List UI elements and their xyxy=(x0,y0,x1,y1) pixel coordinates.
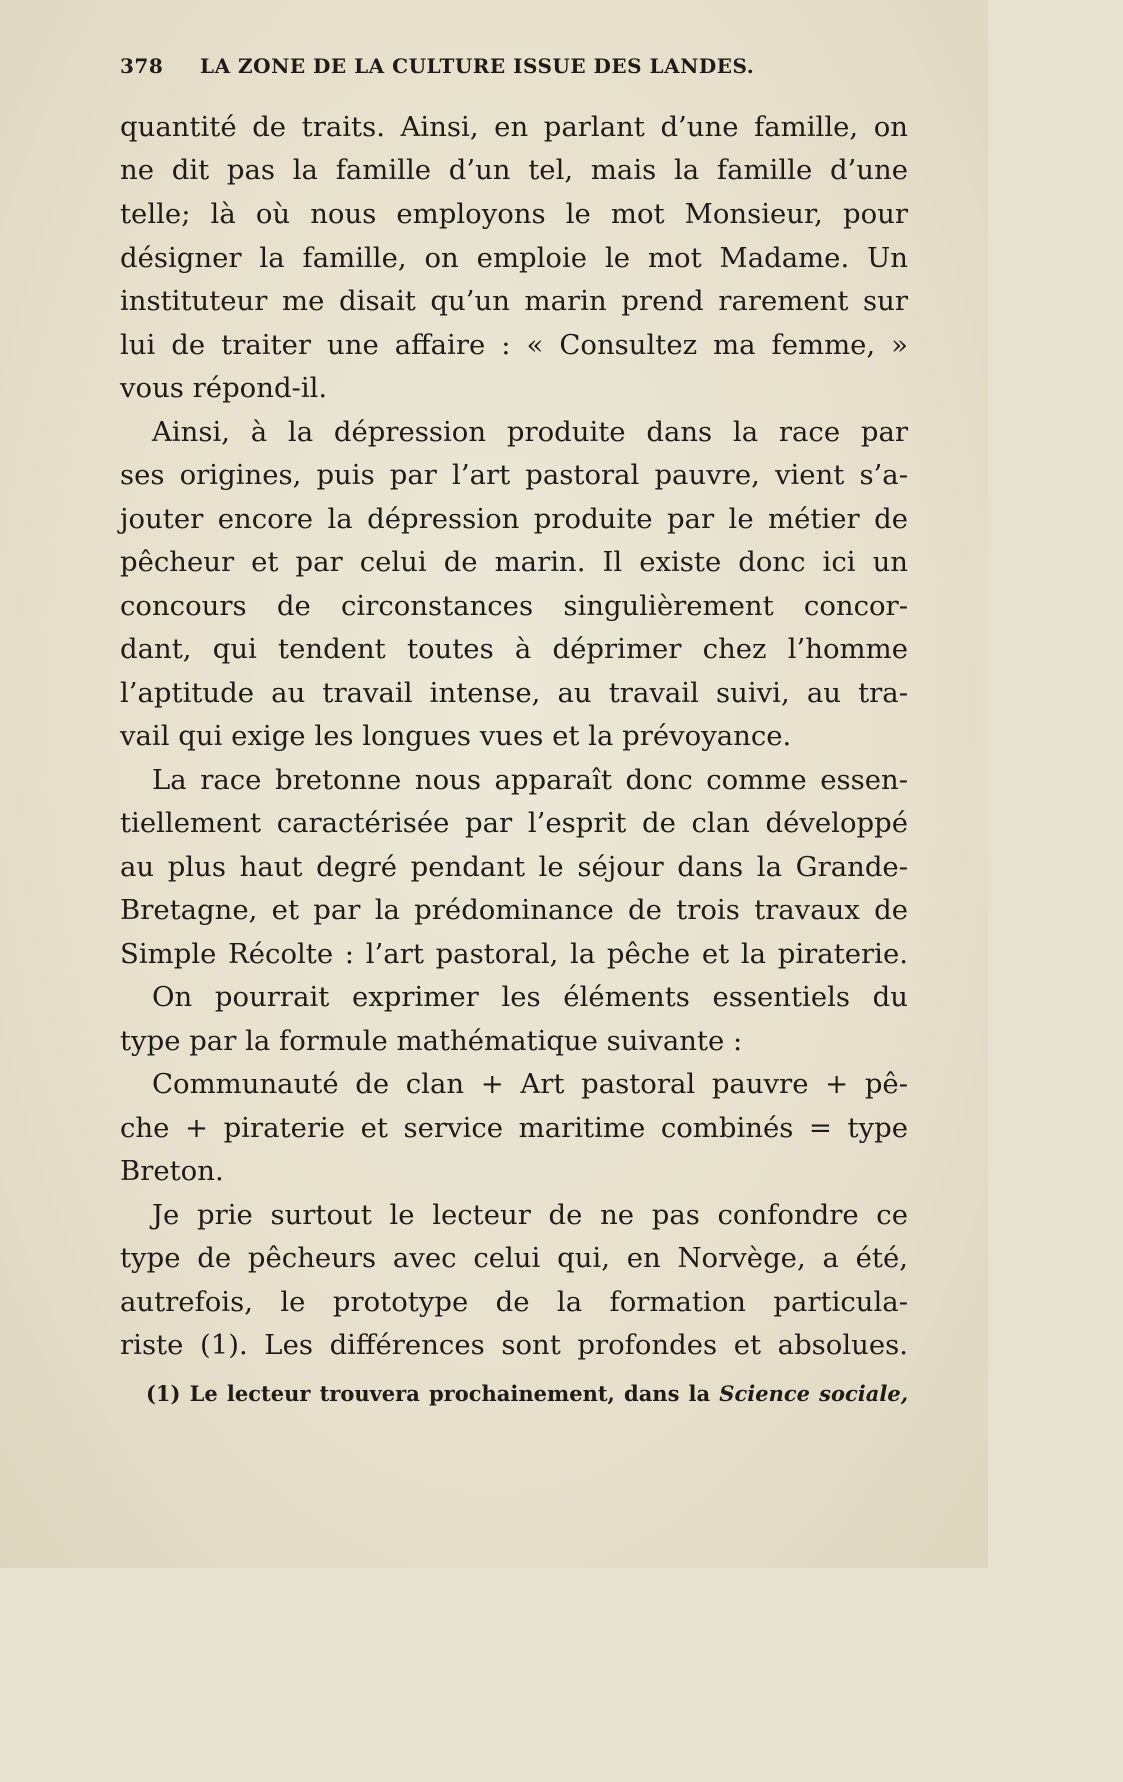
text-line: ses origines, puis par l’art pastoral pauvre, vient s’a- xyxy=(120,459,908,491)
footnote-italic: Science sociale, xyxy=(719,1381,908,1406)
text-line: dant, qui tendent toutes à déprimer chez l’homme xyxy=(120,633,908,665)
text-line: che + piraterie et service maritime combinés = type xyxy=(120,1112,908,1144)
text-line: Ainsi, à la dépression produite dans la race par xyxy=(152,416,908,448)
text-line: telle; là où nous employons le mot Monsieur, pour xyxy=(120,198,908,230)
text-line: quantité de traits. Ainsi, en parlant d’une famille, on xyxy=(120,111,908,143)
text-line: vous répond-il. xyxy=(120,372,328,404)
text-line: jouter encore la dépression produite par le métier de xyxy=(120,503,908,535)
text-line: type par la formule mathématique suivante : xyxy=(120,1025,743,1057)
text-line: instituteur me disait qu’un marin prend rarement sur xyxy=(120,285,908,317)
text-line: tiellement caractérisée par l’esprit de clan développé xyxy=(120,807,908,839)
text-line: Communauté de clan + Art pastoral pauvre + pê- xyxy=(152,1068,908,1100)
text-line: concours de circonstances singulièrement concor- xyxy=(120,590,908,622)
footnote xyxy=(146,1377,908,1411)
running-title: LA ZONE DE LA CULTURE ISSUE DES LANDES. xyxy=(200,54,755,78)
text-line: Breton. xyxy=(120,1155,224,1187)
text-line: lui de traiter une affaire : « Consultez ma femme, » xyxy=(120,329,908,361)
text-line: pêcheur et par celui de marin. Il existe donc ici un xyxy=(120,546,908,578)
footnote-text: (1) Le lecteur trouvera prochainement, dans la xyxy=(146,1381,711,1406)
text-line: riste (1). Les différences sont profondes et absolues. xyxy=(120,1329,908,1361)
text-line: autrefois, le prototype de la formation particula- xyxy=(120,1286,908,1318)
text-line: Bretagne, et par la prédominance de trois travaux de xyxy=(120,894,908,926)
text-line: désigner la famille, on emploie le mot Madame. Un xyxy=(120,242,908,274)
page-header xyxy=(120,54,910,86)
text-line: l’aptitude au travail intense, au travail suivi, au tra- xyxy=(120,677,908,709)
text-line: vail qui exige les longues vues et la prévoyance. xyxy=(120,720,792,752)
text-line: La race bretonne nous apparaît donc comme essen- xyxy=(152,764,908,796)
text-line: Je prie surtout le lecteur de ne pas confondre ce xyxy=(152,1199,908,1231)
page-number: 378 xyxy=(120,54,164,78)
text-line: ne dit pas la famille d’un tel, mais la famille d’une xyxy=(120,154,908,186)
text-line: On pourrait exprimer les éléments essentiels du xyxy=(152,981,908,1013)
text-line: au plus haut degré pendant le séjour dans la Grande- xyxy=(120,851,908,883)
text-line: type de pêcheurs avec celui qui, en Norvège, a été, xyxy=(120,1242,908,1274)
text-line: Simple Récolte : l’art pastoral, la pêche et la piraterie. xyxy=(120,938,908,970)
